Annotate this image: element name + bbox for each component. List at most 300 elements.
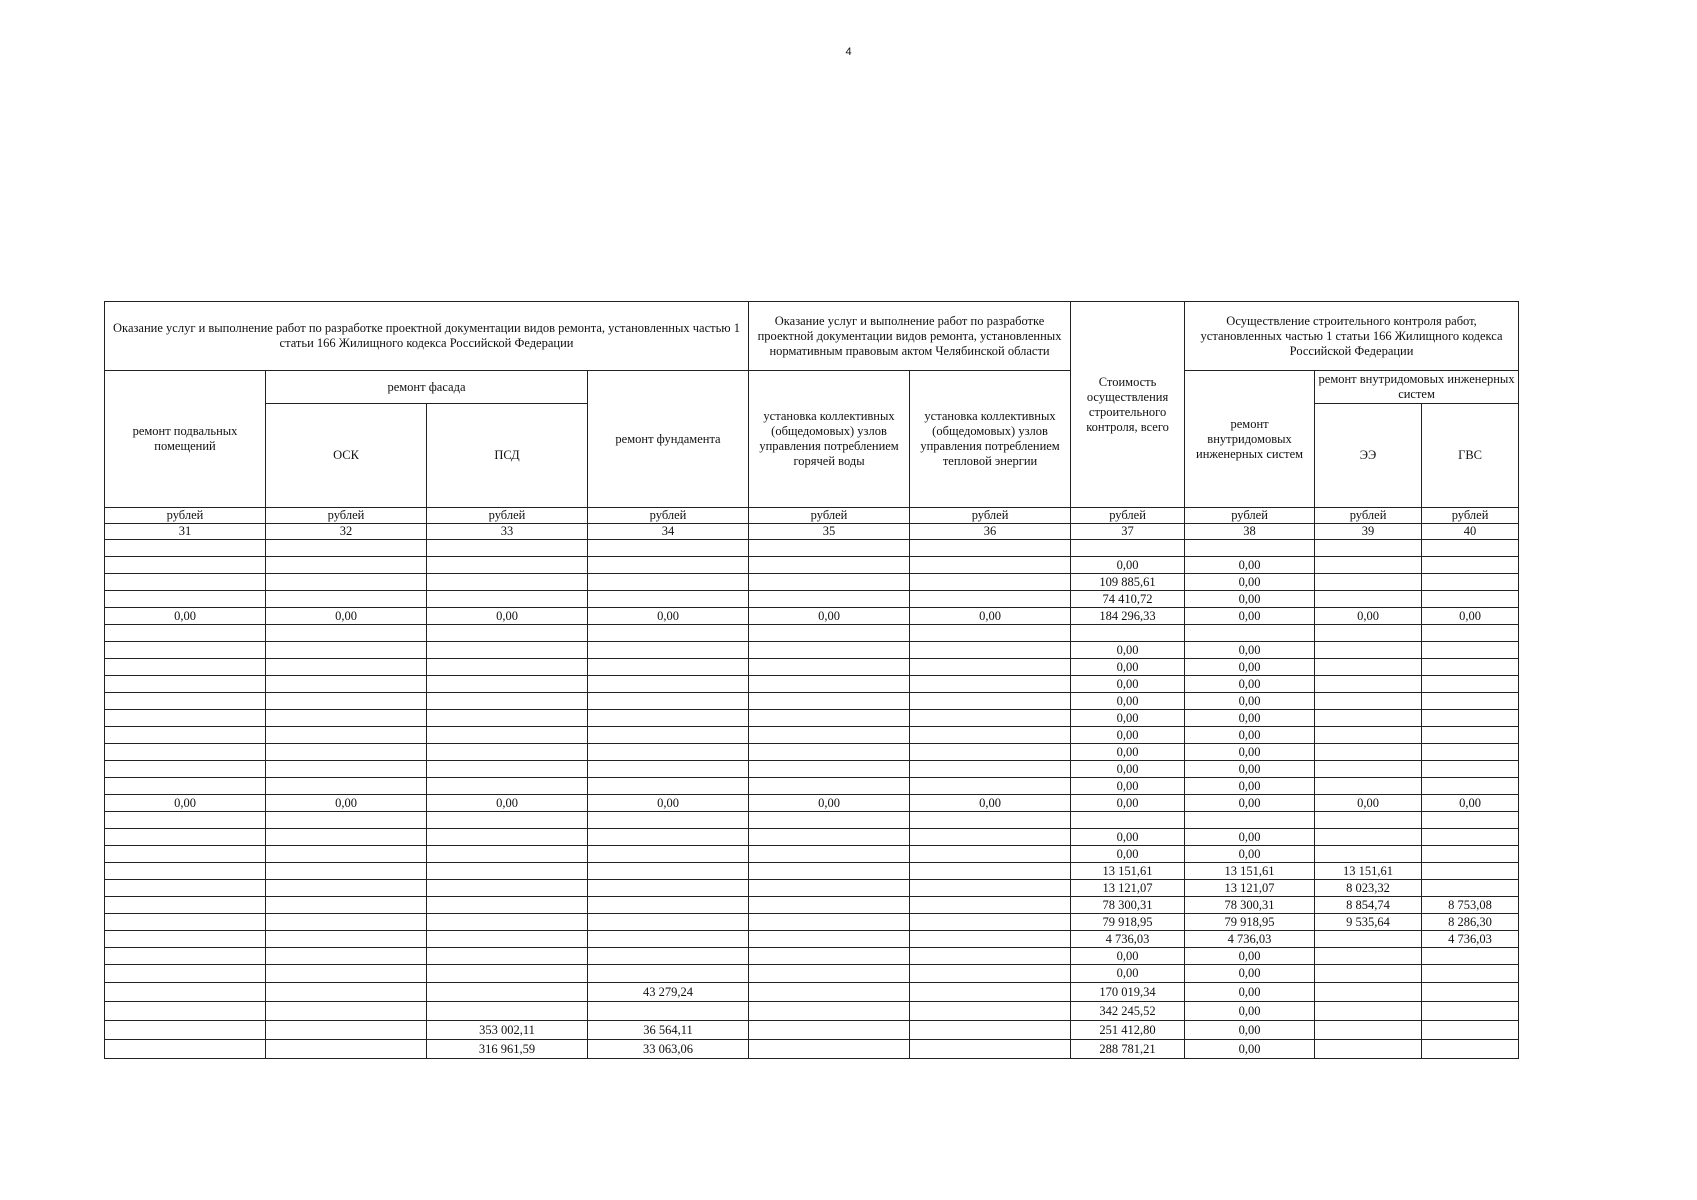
table-cell: 0,00 <box>1185 795 1315 812</box>
table-row <box>105 744 1519 761</box>
table-cell: 8 854,74 <box>1315 897 1422 914</box>
table-cell <box>1422 659 1519 676</box>
unit-cell: рублей <box>1071 508 1185 524</box>
table-cell: 0,00 <box>910 608 1071 625</box>
foundation-header: ремонт фундамента <box>588 371 749 508</box>
table-cell <box>749 744 910 761</box>
table-cell: 342 245,52 <box>1071 1002 1185 1021</box>
table-cell <box>749 591 910 608</box>
table-cell <box>427 591 588 608</box>
table-cell <box>588 931 749 948</box>
table-cell <box>1422 778 1519 795</box>
table-cell <box>105 829 266 846</box>
table-cell: 4 736,03 <box>1071 931 1185 948</box>
table-cell: 0,00 <box>1071 727 1185 744</box>
table-cell <box>910 625 1071 642</box>
table-row <box>105 693 1519 710</box>
table-row <box>105 880 1519 897</box>
table-cell: 4 736,03 <box>1185 931 1315 948</box>
col-number: 33 <box>427 524 588 540</box>
table-cell <box>427 1002 588 1021</box>
table-cell <box>1315 812 1422 829</box>
table-cell: 9 535,64 <box>1315 914 1422 931</box>
table-cell <box>749 1002 910 1021</box>
table-cell: 0,00 <box>1185 591 1315 608</box>
unit-cell: рублей <box>105 508 266 524</box>
col-number: 36 <box>910 524 1071 540</box>
table-cell: 316 961,59 <box>427 1040 588 1059</box>
table-cell <box>105 744 266 761</box>
table-row <box>105 574 1519 591</box>
table-cell <box>1422 983 1519 1002</box>
table-cell: 0,00 <box>1071 965 1185 983</box>
table-cell <box>749 693 910 710</box>
table-cell <box>588 863 749 880</box>
table-cell <box>266 693 427 710</box>
table-cell <box>1315 778 1422 795</box>
table-cell <box>1422 574 1519 591</box>
table-cell: 109 885,61 <box>1071 574 1185 591</box>
table-cell <box>266 812 427 829</box>
table-cell <box>1315 931 1422 948</box>
unit-cell: рублей <box>588 508 749 524</box>
table-row <box>105 659 1519 676</box>
table-cell <box>910 1021 1071 1040</box>
group-regional-design-header: Оказание услуг и выполнение работ по разработке проектной документации видов ремонта, установленных нормативным правовым актом Челябинской области <box>749 302 1071 371</box>
table-cell <box>1422 1040 1519 1059</box>
table-cell: 0,00 <box>1185 676 1315 693</box>
table-cell <box>910 863 1071 880</box>
table-cell: 74 410,72 <box>1071 591 1185 608</box>
table-cell <box>1315 965 1422 983</box>
engineering-header: ремонт внутридомовых инженерных систем <box>1185 371 1315 508</box>
table-cell: 0,00 <box>749 795 910 812</box>
table-cell: 0,00 <box>588 795 749 812</box>
table-cell <box>749 761 910 778</box>
table-cell <box>910 914 1071 931</box>
table-cell <box>105 659 266 676</box>
table-row <box>105 983 1519 1002</box>
table-cell <box>749 574 910 591</box>
table-cell: 78 300,31 <box>1071 897 1185 914</box>
table-cell <box>910 693 1071 710</box>
table-cell <box>588 829 749 846</box>
table-cell <box>105 676 266 693</box>
table-row <box>105 591 1519 608</box>
table-cell <box>1315 591 1422 608</box>
table-cell <box>749 846 910 863</box>
table-cell <box>427 761 588 778</box>
repair-cost-table <box>104 301 1519 1059</box>
table-cell <box>749 659 910 676</box>
table-cell: 0,00 <box>266 795 427 812</box>
table-cell: 0,00 <box>1185 727 1315 744</box>
table-row <box>105 897 1519 914</box>
table-cell <box>1422 642 1519 659</box>
table-cell <box>910 983 1071 1002</box>
table-cell: 0,00 <box>1185 761 1315 778</box>
table-cell: 0,00 <box>749 608 910 625</box>
table-cell <box>749 965 910 983</box>
table-cell <box>588 710 749 727</box>
table-row <box>105 710 1519 727</box>
table-cell <box>1315 1040 1422 1059</box>
table-cell <box>749 948 910 965</box>
table-cell <box>105 812 266 829</box>
table-cell <box>910 778 1071 795</box>
table-cell: 8 023,32 <box>1315 880 1422 897</box>
table-cell <box>427 693 588 710</box>
table-cell: 0,00 <box>1185 710 1315 727</box>
table-cell <box>105 557 266 574</box>
unit-cell: рублей <box>910 508 1071 524</box>
table-cell: 0,00 <box>427 608 588 625</box>
table-cell <box>1315 557 1422 574</box>
table-cell: 0,00 <box>910 795 1071 812</box>
table-cell <box>105 846 266 863</box>
table-cell <box>749 863 910 880</box>
table-cell <box>749 897 910 914</box>
table-cell <box>266 744 427 761</box>
table-cell: 170 019,34 <box>1071 983 1185 1002</box>
table-cell: 0,00 <box>1071 829 1185 846</box>
table-cell <box>588 761 749 778</box>
table-cell <box>1185 812 1315 829</box>
table-cell <box>1315 1002 1422 1021</box>
table-cell <box>105 880 266 897</box>
table-cell: 0,00 <box>1185 693 1315 710</box>
table-cell: 0,00 <box>1185 1021 1315 1040</box>
table-cell <box>588 778 749 795</box>
table-cell <box>266 829 427 846</box>
table-cell <box>1185 540 1315 557</box>
table-cell <box>588 642 749 659</box>
table-cell <box>1422 965 1519 983</box>
table-cell: 4 736,03 <box>1422 931 1519 948</box>
table-cell <box>1422 540 1519 557</box>
table-cell <box>266 761 427 778</box>
table-cell <box>427 778 588 795</box>
table-cell: 0,00 <box>1185 948 1315 965</box>
table-cell <box>588 591 749 608</box>
table-cell <box>1422 591 1519 608</box>
table-cell <box>1315 659 1422 676</box>
table-cell <box>1422 557 1519 574</box>
table-cell: 0,00 <box>1185 608 1315 625</box>
table-cell: 0,00 <box>1071 846 1185 863</box>
table-cell <box>1422 863 1519 880</box>
table-cell <box>588 914 749 931</box>
table-cell: 13 151,61 <box>1185 863 1315 880</box>
table-cell: 0,00 <box>1185 574 1315 591</box>
table-cell <box>910 965 1071 983</box>
table-cell: 36 564,11 <box>588 1021 749 1040</box>
table-cell <box>749 727 910 744</box>
table-cell <box>910 659 1071 676</box>
table-cell <box>910 574 1071 591</box>
table-cell <box>427 931 588 948</box>
column-numbers-row <box>105 524 1519 540</box>
table-cell <box>749 983 910 1002</box>
table-cell <box>910 642 1071 659</box>
table-cell: 33 063,06 <box>588 1040 749 1059</box>
table-cell <box>266 1040 427 1059</box>
table-cell <box>910 1002 1071 1021</box>
table-cell: 184 296,33 <box>1071 608 1185 625</box>
table-cell <box>1422 693 1519 710</box>
table-cell <box>1315 693 1422 710</box>
table-row <box>105 727 1519 744</box>
col-number: 39 <box>1315 524 1422 540</box>
table-cell <box>1422 744 1519 761</box>
table-cell <box>749 1021 910 1040</box>
table-cell <box>105 778 266 795</box>
table-cell <box>427 676 588 693</box>
table-cell <box>910 591 1071 608</box>
table-cell <box>910 710 1071 727</box>
table-cell <box>910 761 1071 778</box>
unit-cell: рублей <box>427 508 588 524</box>
table-cell <box>910 897 1071 914</box>
unit-cell: рублей <box>1422 508 1519 524</box>
table-cell <box>1422 846 1519 863</box>
table-cell <box>427 948 588 965</box>
table-cell <box>1315 676 1422 693</box>
table-cell: 251 412,80 <box>1071 1021 1185 1040</box>
table-cell <box>1071 625 1185 642</box>
table-cell <box>266 591 427 608</box>
table-cell <box>910 812 1071 829</box>
table-cell: 0,00 <box>1185 983 1315 1002</box>
osk-header: ОСК <box>266 404 427 508</box>
table-row <box>105 778 1519 795</box>
table-cell <box>749 540 910 557</box>
table-cell <box>1422 829 1519 846</box>
table-cell <box>105 1021 266 1040</box>
table-cell: 8 753,08 <box>1422 897 1519 914</box>
table-cell: 0,00 <box>1071 557 1185 574</box>
table-cell: 0,00 <box>1071 659 1185 676</box>
table-cell: 0,00 <box>1315 795 1422 812</box>
table-cell <box>266 914 427 931</box>
col-number: 38 <box>1185 524 1315 540</box>
table-row <box>105 812 1519 829</box>
table-cell <box>1422 727 1519 744</box>
table-cell <box>588 1002 749 1021</box>
table-cell <box>1315 574 1422 591</box>
table-cell <box>749 778 910 795</box>
table-row <box>105 557 1519 574</box>
table-cell: 0,00 <box>1185 642 1315 659</box>
table-cell <box>1071 812 1185 829</box>
table-row <box>105 948 1519 965</box>
table-cell <box>105 591 266 608</box>
col-number: 31 <box>105 524 266 540</box>
table-cell <box>105 642 266 659</box>
table-cell <box>427 574 588 591</box>
table-cell <box>1315 761 1422 778</box>
table-cell <box>266 983 427 1002</box>
table-cell <box>588 659 749 676</box>
table-cell <box>1185 625 1315 642</box>
col-number: 34 <box>588 524 749 540</box>
table-cell <box>588 727 749 744</box>
table-cell <box>910 540 1071 557</box>
table-cell <box>105 863 266 880</box>
table-cell <box>427 727 588 744</box>
table-row <box>105 931 1519 948</box>
table-cell: 79 918,95 <box>1071 914 1185 931</box>
table-cell <box>105 625 266 642</box>
table-cell <box>749 829 910 846</box>
table-cell <box>588 625 749 642</box>
table-row <box>105 965 1519 983</box>
table-cell <box>266 1021 427 1040</box>
table-row <box>105 1021 1519 1040</box>
table-cell <box>588 846 749 863</box>
table-cell: 0,00 <box>1185 557 1315 574</box>
table-cell: 0,00 <box>1071 693 1185 710</box>
table-cell <box>105 710 266 727</box>
table-cell <box>910 727 1071 744</box>
table-cell <box>1422 710 1519 727</box>
table-cell <box>749 931 910 948</box>
table-cell: 13 121,07 <box>1071 880 1185 897</box>
table-cell <box>427 557 588 574</box>
table-cell <box>266 574 427 591</box>
table-cell <box>105 948 266 965</box>
gvs-header: ГВС <box>1422 404 1519 508</box>
table-cell: 43 279,24 <box>588 983 749 1002</box>
table-cell <box>1315 829 1422 846</box>
table-cell: 0,00 <box>1071 795 1185 812</box>
table-cell: 13 121,07 <box>1185 880 1315 897</box>
table-cell <box>588 744 749 761</box>
table-cell <box>910 948 1071 965</box>
table-cell <box>1315 744 1422 761</box>
table-cell <box>105 693 266 710</box>
table-row <box>105 761 1519 778</box>
table-cell <box>1315 642 1422 659</box>
table-row <box>105 642 1519 659</box>
table-cell <box>266 948 427 965</box>
units-row <box>105 508 1519 524</box>
table-cell <box>588 540 749 557</box>
table-row <box>105 863 1519 880</box>
table-cell <box>266 880 427 897</box>
table-cell: 353 002,11 <box>427 1021 588 1040</box>
table-cell <box>427 846 588 863</box>
table-cell <box>105 761 266 778</box>
table-cell <box>105 1040 266 1059</box>
table-cell <box>266 846 427 863</box>
table-cell <box>1315 710 1422 727</box>
table-cell: 0,00 <box>105 795 266 812</box>
table-row <box>105 846 1519 863</box>
table-cell <box>427 625 588 642</box>
heat-nodes-header: установка коллективных (общедомовых) узлов управления потреблением тепловой энергии <box>910 371 1071 508</box>
table-cell <box>749 557 910 574</box>
table-cell <box>749 676 910 693</box>
table-cell: 0,00 <box>427 795 588 812</box>
table-cell: 8 286,30 <box>1422 914 1519 931</box>
table-cell: 0,00 <box>1185 846 1315 863</box>
table-cell <box>266 659 427 676</box>
table-cell: 13 151,61 <box>1315 863 1422 880</box>
psd-header: ПСД <box>427 404 588 508</box>
table-row <box>105 1040 1519 1059</box>
table-cell <box>427 829 588 846</box>
table-cell <box>1422 880 1519 897</box>
table-cell <box>427 897 588 914</box>
table-cell <box>749 880 910 897</box>
table-cell <box>427 983 588 1002</box>
table-cell <box>910 744 1071 761</box>
table-row <box>105 676 1519 693</box>
table-cell: 78 300,31 <box>1185 897 1315 914</box>
table-cell <box>910 931 1071 948</box>
table-cell <box>427 659 588 676</box>
table-row <box>105 625 1519 642</box>
table-cell <box>266 965 427 983</box>
table-cell <box>749 812 910 829</box>
table-cell <box>1422 1021 1519 1040</box>
table-cell: 0,00 <box>1185 965 1315 983</box>
table-cell <box>1422 1002 1519 1021</box>
table-cell <box>588 676 749 693</box>
table-cell <box>105 574 266 591</box>
table-cell <box>588 574 749 591</box>
table-cell <box>427 965 588 983</box>
table-cell: 0,00 <box>1071 778 1185 795</box>
table-cell <box>105 1002 266 1021</box>
table-row <box>105 795 1519 812</box>
table-cell: 0,00 <box>1071 761 1185 778</box>
table-cell <box>427 744 588 761</box>
page-number: 4 <box>845 46 852 58</box>
table-cell <box>1422 948 1519 965</box>
table-cell <box>427 642 588 659</box>
table-cell <box>910 676 1071 693</box>
table-cell <box>105 965 266 983</box>
table-cell: 79 918,95 <box>1185 914 1315 931</box>
table-cell <box>427 880 588 897</box>
table-cell <box>266 727 427 744</box>
table-cell <box>105 727 266 744</box>
table-cell: 0,00 <box>1315 608 1422 625</box>
table-cell <box>588 812 749 829</box>
table-cell: 0,00 <box>1071 710 1185 727</box>
table-cell: 0,00 <box>1185 744 1315 761</box>
facade-header: ремонт фасада <box>266 371 588 404</box>
table-cell <box>1315 727 1422 744</box>
unit-cell: рублей <box>1315 508 1422 524</box>
table-cell: 0,00 <box>1185 1040 1315 1059</box>
table-cell <box>266 897 427 914</box>
table-cell <box>1315 1021 1422 1040</box>
table-cell <box>910 880 1071 897</box>
table-cell <box>910 1040 1071 1059</box>
table-cell <box>1071 540 1185 557</box>
table-cell: 0,00 <box>1185 778 1315 795</box>
table-cell <box>266 557 427 574</box>
table-cell <box>266 778 427 795</box>
table-cell: 0,00 <box>1071 642 1185 659</box>
table-cell <box>266 1002 427 1021</box>
table-cell <box>749 1040 910 1059</box>
table-cell <box>1422 625 1519 642</box>
table-cell <box>105 983 266 1002</box>
